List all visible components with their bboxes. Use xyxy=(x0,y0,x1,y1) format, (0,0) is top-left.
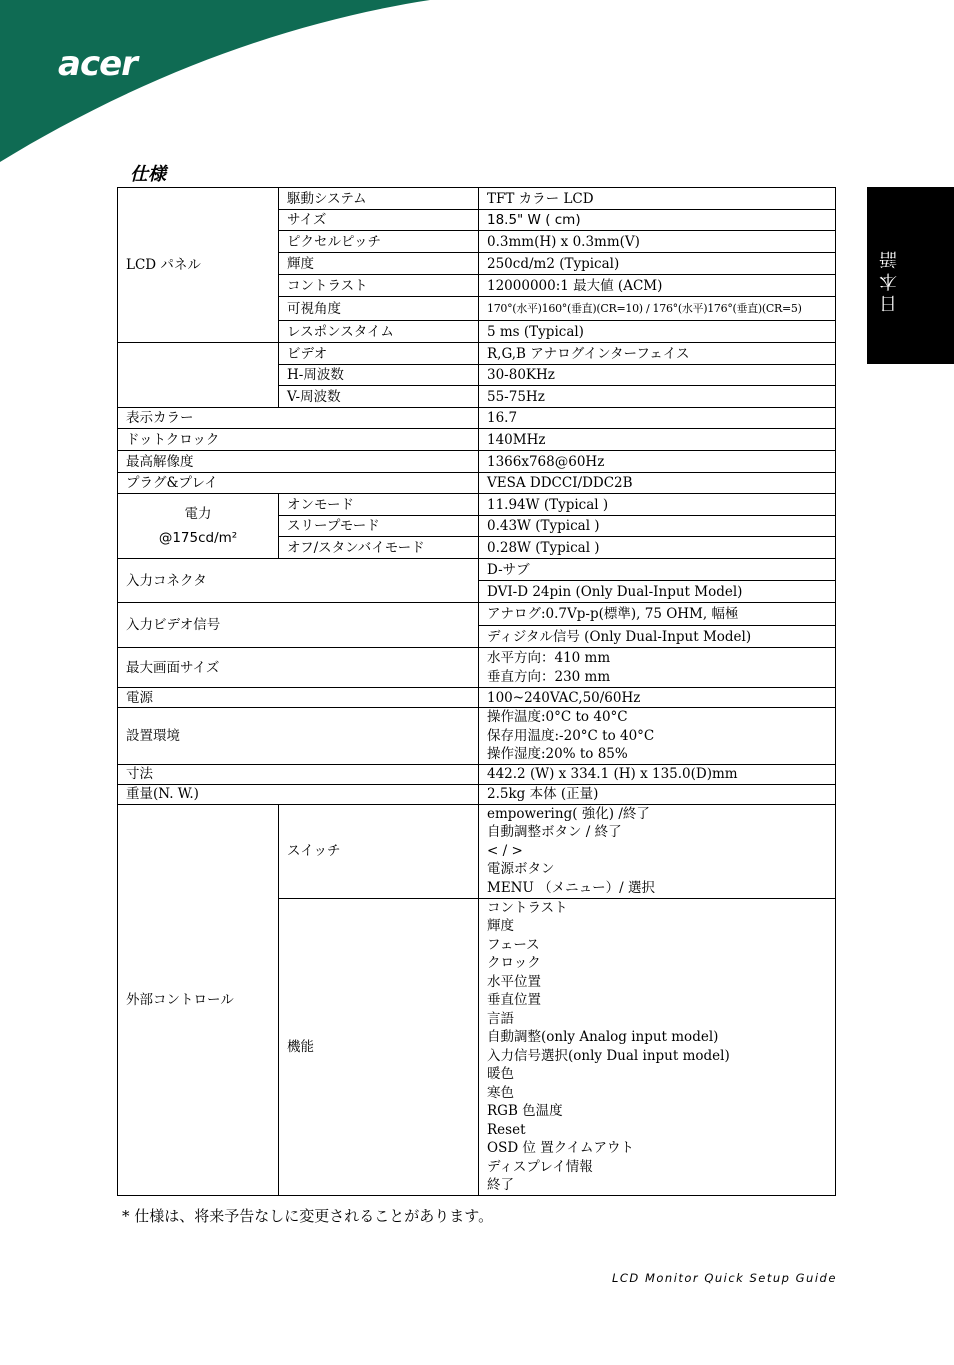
off-mode-label: オフ/スタンバイモード xyxy=(279,537,479,559)
function-item: OSD 位 置クイムアウト xyxy=(487,1140,635,1156)
max-resolution-value: 1366x768@60Hz xyxy=(479,451,836,473)
drive-system-label: 駆動システム xyxy=(279,188,479,210)
function-item: 垂直位置 xyxy=(487,992,541,1008)
input-connector-label: 入力コネクタ xyxy=(118,559,479,603)
brightness-label: 輝度 xyxy=(279,253,479,275)
colors-value: 16.7 xyxy=(479,408,836,429)
function-list xyxy=(479,898,836,1195)
header-wave-graphic xyxy=(0,0,954,170)
viewing-angle-label: 可視角度 xyxy=(279,297,479,321)
video-label: ビデオ xyxy=(279,343,479,365)
dot-clock-value: 140MHz xyxy=(479,429,836,451)
viewing-angle-value: 170°(水平)160°(垂直)(CR=10) / 176°(水平)176°(垂直)(CR=5) xyxy=(479,297,836,321)
on-mode-label: オンモード xyxy=(279,494,479,516)
input-video-value-2: ディジタル信号 (Only Dual-Input Model) xyxy=(479,626,836,648)
pixel-pitch-label: ピクセルピッチ xyxy=(279,231,479,253)
function-item: 水平位置 xyxy=(487,973,541,990)
switch-item: MENU （メニュー）/ 選択 xyxy=(487,879,655,896)
power-label-line1: 電力 xyxy=(184,506,212,522)
section-title: 仕様 xyxy=(130,164,166,185)
switch-item: 自動調整ボタン / 終了 xyxy=(487,824,622,841)
power-source-label: 電源 xyxy=(118,688,479,708)
footnote: * 仕様は、将来予告なしに変更されることがあります。 xyxy=(122,1207,494,1225)
acer-logo: acer xyxy=(58,44,137,84)
switch-item: < / > xyxy=(487,842,523,859)
weight-value: 2.5kg 本体 (正量) xyxy=(479,784,836,804)
contrast-label: コントラスト xyxy=(279,275,479,297)
function-item: コントラスト xyxy=(487,899,568,916)
power-label-line2: @175cd/m² xyxy=(158,530,238,546)
max-screen-horizontal: 水平方向：410 mm xyxy=(487,650,611,666)
function-item: 自動調整(only Analog input model) xyxy=(487,1029,719,1045)
weight-label: 重量(N. W.) xyxy=(118,784,479,804)
function-item: RGB 色温度 xyxy=(487,1103,563,1119)
v-frequency-value: 55-75Hz xyxy=(479,386,836,408)
env-humidity: 操作湿度:20% to 85% xyxy=(487,746,628,762)
function-item: 寒色 xyxy=(487,1084,514,1101)
power-consumption-label xyxy=(118,494,279,559)
function-label: 機能 xyxy=(279,898,479,1195)
spec-table xyxy=(117,187,836,1196)
plug-play-value: VESA DDCCI/DDC2B xyxy=(479,473,836,494)
function-item: フェース xyxy=(487,936,540,953)
sleep-mode-value: 0.43W (Typical ) xyxy=(479,516,836,537)
max-resolution-label: 最高解像度 xyxy=(118,451,479,473)
footer-guide-title: LCD Monitor Quick Setup Guide xyxy=(612,1271,837,1285)
plug-play-label: プラグ&プレイ xyxy=(118,473,479,494)
function-item: 輝度 xyxy=(487,918,514,934)
on-mode-value: 11.94W (Typical ) xyxy=(479,494,836,516)
response-time-label: レスポンスタイム xyxy=(279,321,479,343)
function-item: ディスプレイ情報 xyxy=(487,1158,593,1175)
colors-label: 表示カラー xyxy=(118,408,479,429)
env-storage-temp: 保存用温度:-20°C to 40°C xyxy=(487,727,655,744)
environment-label: 設置環境 xyxy=(118,708,479,765)
pixel-pitch-value: 0.3mm(H) x 0.3mm(V) xyxy=(479,231,836,253)
switch-item: 電源ボタン xyxy=(487,861,555,878)
switch-item: empowering( 強化) /終了 xyxy=(487,805,650,822)
power-source-value: 100~240VAC,50/60Hz xyxy=(479,688,836,708)
switch-list xyxy=(479,804,836,898)
size-value: 18.5" W ( cm) xyxy=(479,210,836,231)
function-item: クロック xyxy=(487,955,541,971)
h-frequency-value: 30-80KHz xyxy=(479,365,836,386)
off-mode-value: 0.28W (Typical ) xyxy=(479,537,836,559)
video-value: R,G,B アナログインターフェイス xyxy=(479,343,836,365)
dot-clock-label: ドットクロック xyxy=(118,429,479,451)
input-video-label: 入力ビデオ信号 xyxy=(118,603,479,648)
env-operating-temp: 操作温度:0°C to 40°C xyxy=(487,709,628,725)
input-video-value-1: アナログ:0.7Vp-p(標準), 75 OHM, 幅極 xyxy=(479,603,836,626)
max-screen-value xyxy=(479,648,836,688)
input-connector-value-2: DVI-D 24pin (Only Dual-Input Model) xyxy=(479,581,836,603)
brightness-value: 250cd/m2 (Typical) xyxy=(479,253,836,275)
function-item: 入力信号選択(only Dual input model) xyxy=(487,1047,730,1064)
external-control-label: 外部コントロール xyxy=(118,804,279,1195)
sleep-mode-label: スリープモード xyxy=(279,516,479,537)
h-frequency-label: H-周波数 xyxy=(279,365,479,386)
lcd-panel-label: LCD パネル xyxy=(118,188,279,343)
contrast-value: 12000000:1 最大値 (ACM) xyxy=(479,275,836,297)
switch-label: スイッチ xyxy=(279,804,479,898)
function-item: Reset xyxy=(487,1121,526,1138)
size-label: サイズ xyxy=(279,210,479,231)
language-tab xyxy=(867,187,954,364)
function-item: 終了 xyxy=(487,1177,514,1193)
language-tab-label: 日本語 xyxy=(879,247,900,313)
dimensions-value: 442.2 (W) x 334.1 (H) x 135.0(D)mm xyxy=(479,764,836,784)
input-connector-value-1: D-サブ xyxy=(479,559,836,581)
drive-system-value: TFT カラー LCD xyxy=(479,188,836,210)
function-item: 言語 xyxy=(487,1010,514,1027)
signal-group-cell xyxy=(118,343,279,408)
function-item: 暖色 xyxy=(487,1066,514,1082)
dimensions-label: 寸法 xyxy=(118,764,479,784)
response-time-value: 5 ms (Typical) xyxy=(479,321,836,343)
max-screen-label: 最大画面サイズ xyxy=(118,648,479,688)
environment-value xyxy=(479,708,836,765)
max-screen-vertical: 垂直方向：230 mm xyxy=(487,668,611,685)
v-frequency-label: V-周波数 xyxy=(279,386,479,408)
